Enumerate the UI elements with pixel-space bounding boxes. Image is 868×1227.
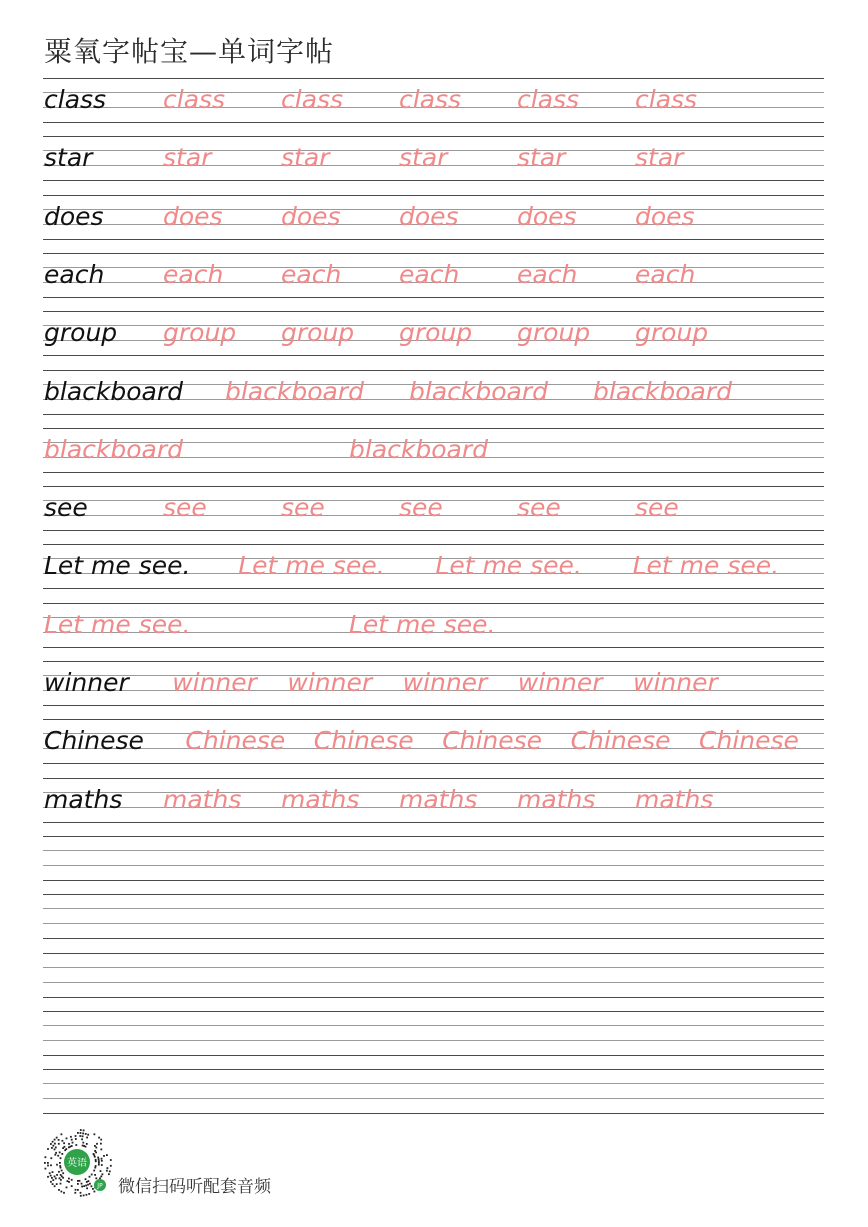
ruled-line <box>43 253 824 254</box>
ruled-line <box>43 603 824 604</box>
ruled-line <box>43 588 824 589</box>
ruled-line <box>43 122 824 123</box>
trace-word: Let me see. <box>435 551 582 581</box>
model-word: Let me see. <box>44 551 191 581</box>
ruled-line <box>43 836 824 837</box>
ruled-line <box>43 1025 824 1026</box>
ruled-line <box>43 78 824 79</box>
trace-word: Let me see. <box>238 551 385 581</box>
trace-word: class <box>281 85 344 114</box>
trace-word: winner <box>633 668 718 697</box>
ruled-line <box>43 982 824 983</box>
ruled-line <box>43 923 824 924</box>
ruled-line <box>43 778 824 779</box>
trace-word: each <box>635 259 696 289</box>
trace-word: each <box>517 259 578 289</box>
ruled-line <box>43 997 824 998</box>
ruled-line <box>43 311 824 312</box>
ruled-line <box>43 370 824 371</box>
trace-word: class <box>517 85 580 114</box>
trace-word: class <box>635 85 698 114</box>
ruled-line <box>43 472 824 473</box>
ruled-line <box>43 180 824 181</box>
trace-word: each <box>281 259 342 289</box>
model-word: Chinese <box>44 726 144 756</box>
trace-word: see <box>163 493 207 523</box>
ruled-line <box>43 908 824 909</box>
page-title: 粟氧字帖宝—单词字帖 <box>44 35 335 68</box>
trace-word: see <box>517 493 561 523</box>
handwriting-sheet <box>43 0 824 1227</box>
trace-word: class <box>163 85 226 114</box>
trace-word: Let me see. <box>349 609 496 639</box>
practice-row <box>43 435 824 465</box>
ruled-line <box>43 1083 824 1084</box>
ruled-line <box>43 486 824 487</box>
trace-word: Chinese <box>185 726 286 756</box>
trace-word: Let me see. <box>632 551 780 581</box>
ruled-line <box>43 880 824 881</box>
trace-word: blackboard <box>409 376 548 406</box>
audio-caption: 微信扫码听配套音频 <box>118 1177 271 1197</box>
model-word: each <box>44 259 105 289</box>
trace-word: Let me see. <box>44 609 191 639</box>
trace-word: star <box>281 143 330 173</box>
trace-word: see <box>281 493 325 523</box>
ruled-line <box>43 719 824 720</box>
trace-word: maths <box>399 784 478 814</box>
trace-word: does <box>163 201 223 231</box>
trace-word: winner <box>517 668 603 697</box>
trace-word: Chinese <box>313 726 414 756</box>
trace-word: blackboard <box>44 434 183 464</box>
trace-word: does <box>399 201 459 231</box>
ruled-line <box>43 822 824 823</box>
practice-row <box>43 785 824 815</box>
ruled-line <box>43 938 824 939</box>
trace-word: blackboard <box>225 376 364 406</box>
practice-row <box>43 551 824 581</box>
trace-word: star <box>163 143 212 173</box>
ruled-line <box>43 239 824 240</box>
trace-word: winner <box>402 668 488 697</box>
model-word: blackboard <box>44 376 183 406</box>
trace-word: maths <box>163 784 242 814</box>
trace-word: each <box>163 259 224 289</box>
ruled-line <box>43 1011 824 1012</box>
model-word: does <box>44 201 104 231</box>
practice-row <box>43 260 824 290</box>
trace-word: does <box>517 201 577 231</box>
ruled-line <box>43 1040 824 1041</box>
trace-word: see <box>399 493 443 523</box>
ruled-line <box>43 136 824 137</box>
trace-word: maths <box>635 784 714 814</box>
trace-word: each <box>399 259 460 289</box>
trace-word: blackboard <box>593 376 732 406</box>
trace-word: star <box>517 143 566 173</box>
trace-word: class <box>399 85 462 114</box>
model-word: maths <box>44 784 123 814</box>
trace-word: Chinese <box>699 726 799 756</box>
trace-word: winner <box>172 668 257 697</box>
model-word: winner <box>44 668 129 697</box>
model-word: star <box>44 143 93 173</box>
ruled-line <box>43 647 824 648</box>
trace-word: group <box>281 318 355 348</box>
ruled-line <box>43 297 824 298</box>
ruled-line <box>43 544 824 545</box>
practice-row <box>43 202 824 232</box>
practice-row <box>43 610 824 640</box>
ruled-line <box>43 763 824 764</box>
qr-code-icon[interactable] <box>42 1127 112 1197</box>
trace-word: Chinese <box>570 726 671 756</box>
ruled-line <box>43 1113 824 1114</box>
practice-row <box>43 493 824 523</box>
model-word: group <box>44 318 118 348</box>
trace-word: does <box>281 201 341 231</box>
ruled-line <box>43 1098 824 1099</box>
qr-badge-label: 英语 <box>67 1158 87 1169</box>
ruled-line <box>43 953 824 954</box>
practice-row <box>43 85 824 115</box>
qr-corner-badge: JP <box>97 1182 103 1190</box>
ruled-line <box>43 661 824 662</box>
ruled-line <box>43 1069 824 1070</box>
trace-word: star <box>399 143 448 173</box>
ruled-line <box>43 530 824 531</box>
practice-row <box>43 318 824 348</box>
practice-row <box>43 668 824 698</box>
trace-word: blackboard <box>349 434 488 464</box>
ruled-line <box>43 850 824 851</box>
ruled-line <box>43 414 824 415</box>
ruled-line <box>43 428 824 429</box>
ruled-line <box>43 195 824 196</box>
trace-word: star <box>635 143 684 173</box>
trace-word: group <box>399 318 473 348</box>
trace-word: group <box>163 318 237 348</box>
practice-row <box>43 143 824 173</box>
ruled-line <box>43 705 824 706</box>
trace-word: see <box>635 493 679 523</box>
trace-word: winner <box>287 668 373 697</box>
trace-word: group <box>635 318 709 348</box>
trace-word: Chinese <box>442 726 543 756</box>
trace-word: group <box>517 318 591 348</box>
trace-word: does <box>635 201 695 231</box>
model-word: see <box>44 493 88 523</box>
practice-row <box>43 726 824 756</box>
ruled-line <box>43 355 824 356</box>
ruled-line <box>43 865 824 866</box>
ruled-line <box>43 967 824 968</box>
ruled-line <box>43 1055 824 1056</box>
trace-word: maths <box>281 784 360 814</box>
practice-row <box>43 377 824 407</box>
ruled-line <box>43 894 824 895</box>
trace-word: maths <box>517 784 596 814</box>
model-word: class <box>44 85 107 114</box>
